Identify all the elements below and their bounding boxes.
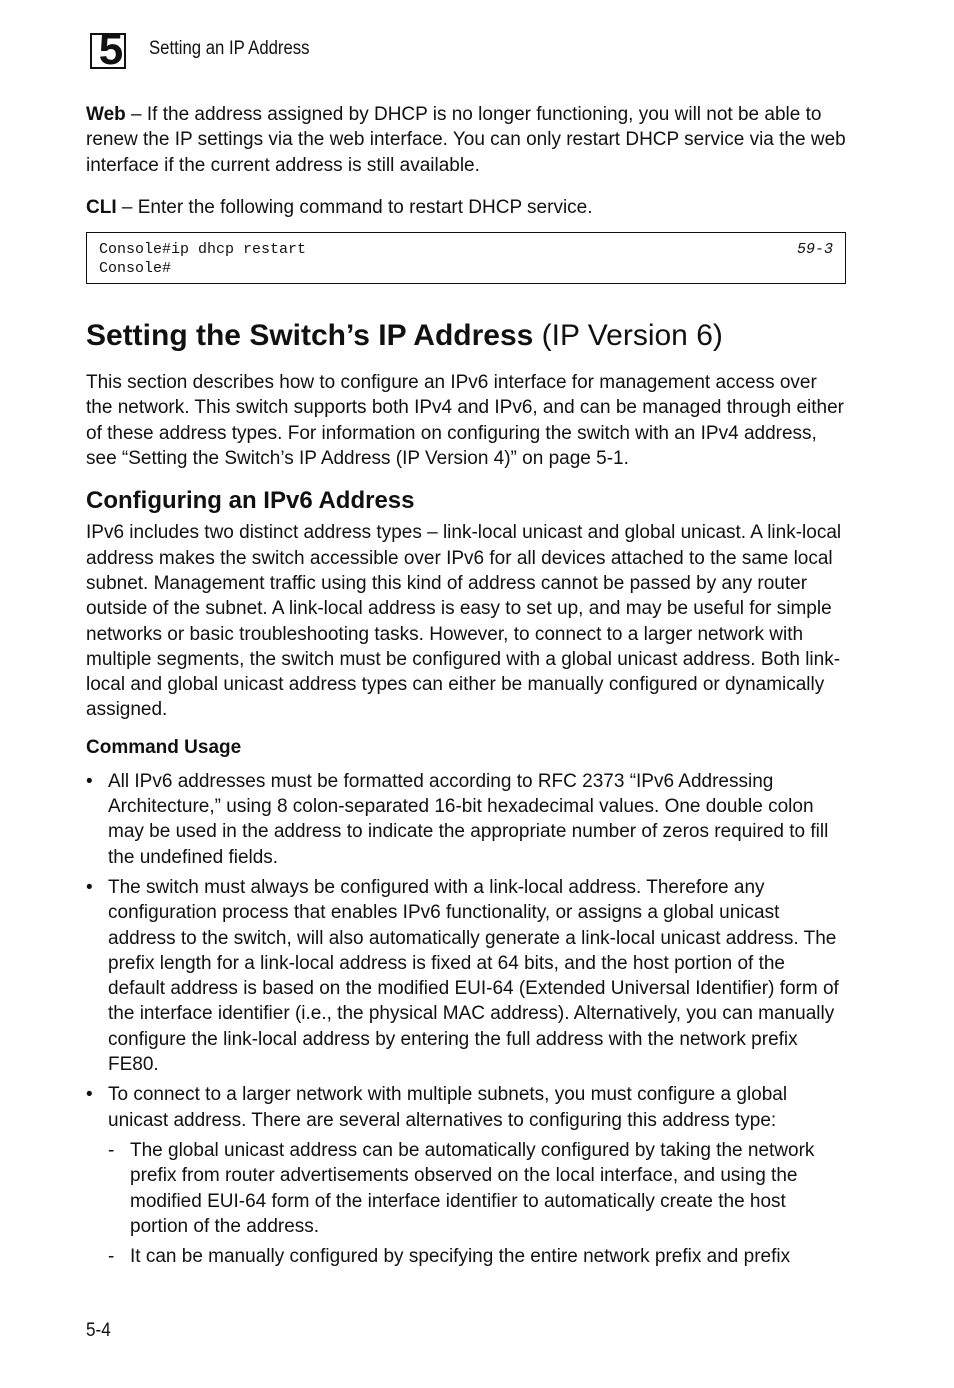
command-usage-list [86, 769, 846, 1270]
sub-list [108, 1138, 846, 1269]
page-number: 5-4 [86, 1320, 111, 1341]
sub-list-item [108, 1244, 846, 1269]
command-usage-heading: Command Usage [86, 736, 242, 758]
list-item [86, 1082, 846, 1269]
section-title-normal: (IP Version 6) [533, 319, 723, 353]
dash-mark: - [108, 1246, 115, 1268]
cli-label: CLI [86, 196, 117, 218]
bullet-mark: • [86, 876, 93, 898]
subsection-body: IPv6 includes two distinct address types – link-local unicast and global unicast. A link-local address makes the switch accessible over IPv6 for all devices attached to the same local subnet. Management traffic using this kind of address cannot be passed by any router outside of the subnet. A link-local address is easy to set up, and may be useful for simple networks or basic troubleshooting tasks. However, to connect to a larger network with multiple segments, the switch must be configured with a global unicast address. Both link-local and global unicast address types can either be manually configured or dynamically assigned. [86, 522, 842, 721]
cli-paragraph [86, 195, 846, 220]
list-item [86, 769, 846, 870]
code-line-2: Console# [99, 260, 172, 278]
web-paragraph [86, 102, 846, 178]
cli-text: – Enter the following command to restart DHCP service. [116, 196, 593, 218]
sub-list-item [108, 1138, 846, 1239]
page-content [86, 102, 846, 1274]
section-intro: This section describes how to configure an IPv6 interface for management access over the network. This switch supports both IPv4 and IPv6, and can be managed through either of these address types. For information on configuring the switch with an IPv4 address, see “Setting the Switch’s IP Address (IP Version 4)” on page 5-1. [86, 372, 844, 470]
code-reference: 59-3 [796, 241, 833, 259]
bullet-mark: • [86, 770, 93, 792]
web-label: Web [86, 104, 126, 125]
running-header: Setting an IP Address [149, 38, 310, 59]
chapter-number: 5 [98, 25, 124, 74]
web-text: – If the address assigned by DHCP is no longer functioning, you will not be able to renew the IP settings via the web interface. You can only restart DHCP service via the web interface if the current address is still available. [86, 104, 846, 176]
bullet-text: To connect to a larger network with multiple subnets, you must configure a global unicast address. There are several alternatives to configuring this address type: [108, 1084, 788, 1131]
sub-item-text: It can be manually configured by specifying the entire network prefix and prefix [130, 1246, 791, 1268]
section-title-bold: Setting the Switch’s IP Address [86, 319, 534, 353]
list-item [86, 875, 846, 1077]
code-line-1: Console#ip dhcp restart [99, 241, 307, 259]
section-title [86, 318, 846, 354]
bullet-text: The switch must always be configured with a link-local address. Therefore any configuration process that enables IPv6 functionality, or assigns a global unicast address to the switch, will also automatically generate a link-local unicast address. The prefix length for a link-local address is fixed at 64 bits, and the host portion of the default address is based on the modified EUI-64 (Extended Universal Identifier) form of the interface identifier (i.e., the physical MAC address). Alternatively, you can manually configure the link-local address by entering the full address with the network prefix FE80. [108, 876, 839, 1076]
bullet-mark: • [86, 1084, 93, 1106]
code-block [86, 232, 846, 284]
bullet-text: All IPv6 addresses must be formatted according to RFC 2373 “IPv6 Addressing Architecture,” using 8 colon-separated 16-bit hexadecimal values. One double colon may be used in the address to indicate the appropriate number of zeros required to fill the undefined fields. [108, 770, 829, 868]
subsection-title: Configuring an IPv6 Address [86, 487, 415, 515]
sub-item-text: The global unicast address can be automatically configured by taking the network prefix from router advertisements observed on the local interface, and using the modified EUI-64 form of the interface identifier to automatically create the host portion of the address. [130, 1139, 815, 1237]
dash-mark: - [108, 1139, 115, 1161]
